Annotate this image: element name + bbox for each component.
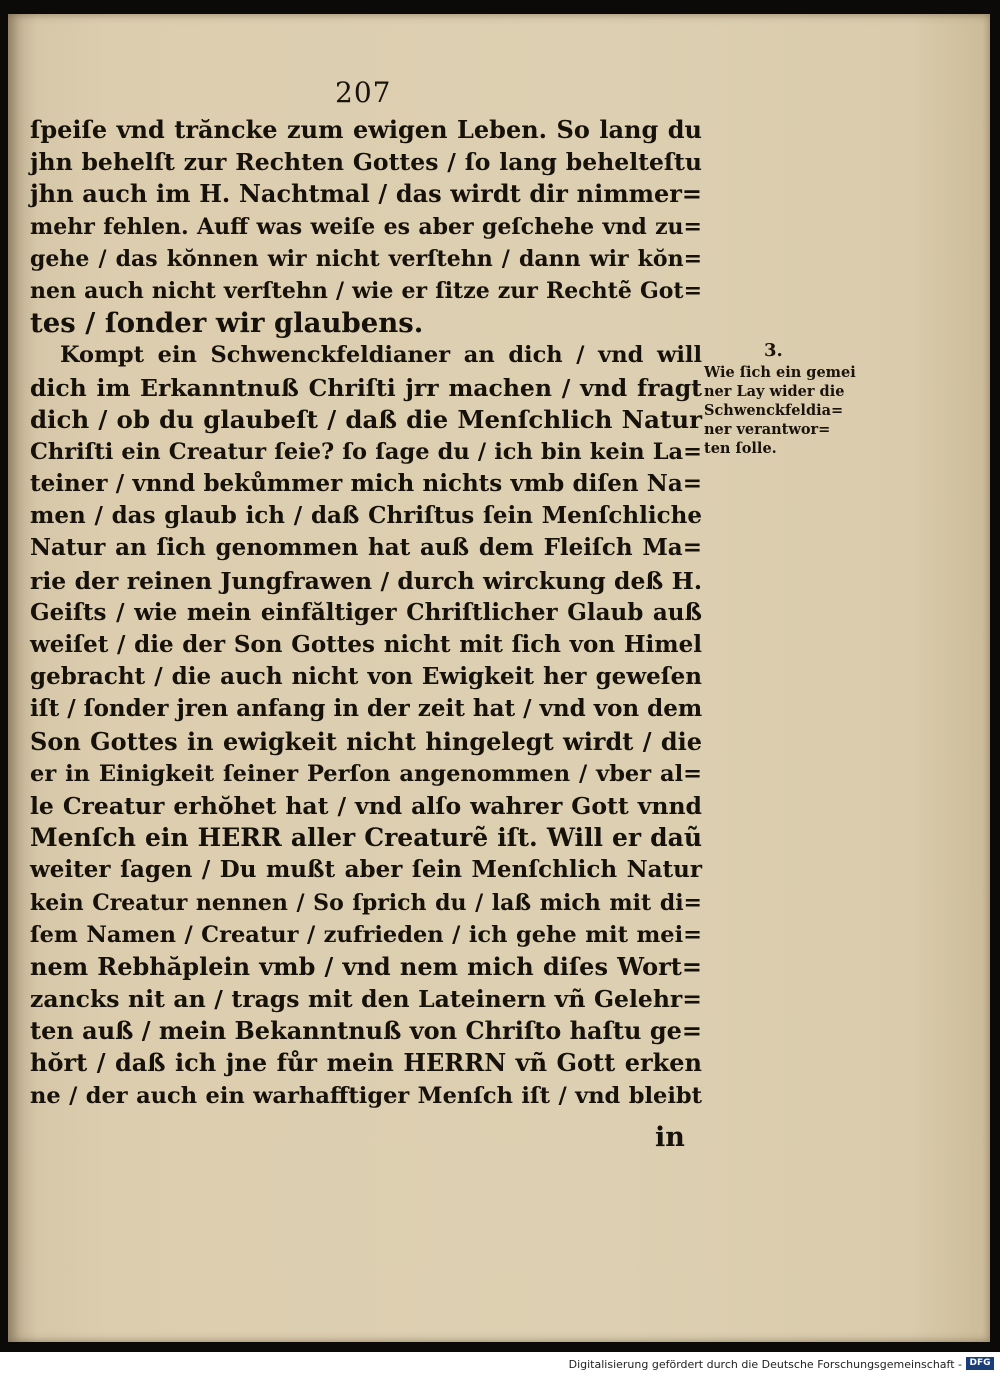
text-line: teiner / vnnd bekůmmer mich nichts vmb diſen Na=: [30, 470, 702, 498]
footer-bar: [0, 1352, 1000, 1376]
page-number: 207: [335, 76, 392, 109]
text-line: le Creatur erhŏhet hat / vnd alſo wahrer Gott vnnd: [30, 791, 702, 820]
text-line: jhn auch im H. Nachtmal / das wirdt dir nimmer=: [30, 179, 702, 209]
text-line: nen auch nicht verſtehn / wie er ſitze zur Rechtẽ Got=: [30, 277, 702, 304]
footer-credit: Digitalisierung gefördert durch die Deutsche Forschungsgemeinschaft -: [568, 1358, 962, 1371]
text-line: Menſch ein HERR aller Creaturẽ iſt. Will er daũ: [30, 823, 702, 853]
text-line: hŏrt / daß ich jne fůr mein HERRN vñ Gott erken: [30, 1048, 702, 1078]
marginal-note-line: ner verantwor=: [704, 421, 831, 438]
text-line: gebracht / die auch nicht von Ewigkeit her geweſen: [30, 663, 702, 691]
text-line: rie der reinen Jungfrawen / durch wirckung deß H.: [30, 566, 702, 595]
marginal-note-line: Schwenckfeldia=: [704, 402, 844, 419]
marginal-note: [704, 363, 869, 458]
marginal-note-line: ner Lay wider die: [704, 383, 845, 400]
body-text: [30, 114, 702, 1112]
text-line: Chriſti ein Creatur ſeie? ſo ſage du / ich bin kein La=: [30, 438, 702, 465]
text-line: ſpeiſe vnd trăncke zum ewigen Leben. So lang du: [30, 115, 702, 144]
dfg-logo: DFG: [966, 1357, 994, 1370]
text-line: Kompt ein Schwenckfeldianer an dich / vnd will: [60, 342, 702, 369]
text-line: gehe / das kŏnnen wir nicht verſtehn / dann wir kŏn=: [30, 245, 702, 272]
catchword: in: [655, 1122, 685, 1153]
text-line: mehr fehlen. Auff was weiſe es aber geſchehe vnd zu=: [30, 213, 702, 240]
text-line: zancks nit an / trags mit den Lateinern vñ Gelehr=: [30, 985, 702, 1014]
text-line: Natur an ſich genommen hat auß dem Fleiſch Ma=: [30, 534, 702, 562]
text-line: ne / der auch ein warhafftiger Menſch iſt / vnd bleibt: [30, 1082, 702, 1109]
text-line: jhn behelſt zur Rechten Gottes / ſo lang behelteſtu: [30, 148, 702, 177]
text-line: men / das glaub ich / daß Chriſtus ſein Menſchliche: [30, 502, 702, 530]
text-line: er in Einigkeit ſeiner Perſon angenommen / vber al=: [30, 760, 702, 787]
text-line: weiter ſagen / Du mußt aber ſein Menſchlich Natur: [30, 856, 702, 884]
marginal-note-line: Wie ſich ein gemei: [704, 364, 856, 381]
text-line: Geiſts / wie mein einfăltiger Chriſtlicher Glaub auß: [30, 598, 702, 626]
text-line: kein Creatur nennen / So ſprich du / laß mich mit di=: [30, 889, 702, 916]
text-line: nem Rebhăplein vmb / vnd nem mich diſes Wort=: [30, 951, 702, 981]
text-line: Son Gottes in ewigkeit nicht hingelegt wirdt / die: [30, 726, 702, 756]
text-line: ten auß / mein Bekanntnuß von Chriſto haſtu ge=: [30, 1016, 702, 1046]
text-line: dich / ob du glaubeſt / daß die Menſchlich Natur: [30, 404, 702, 434]
text-line: iſt / ſonder jren anfang in der zeit hat / vnd von dem: [30, 695, 703, 723]
text-line: ſem Namen / Creatur / zufrieden / ich gehe mit mei=: [30, 921, 702, 948]
marginal-number: 3.: [764, 340, 783, 361]
marginal-note-line: ten ſolle.: [704, 440, 777, 457]
text-line: weiſet / die der Son Gottes nicht mit ſich von Himel: [30, 631, 702, 658]
text-line: tes / ſonder wir glaubens.: [30, 307, 424, 340]
text-line: dich im Erkanntnuß Chriſti jrr machen / vnd fragt: [30, 373, 702, 402]
